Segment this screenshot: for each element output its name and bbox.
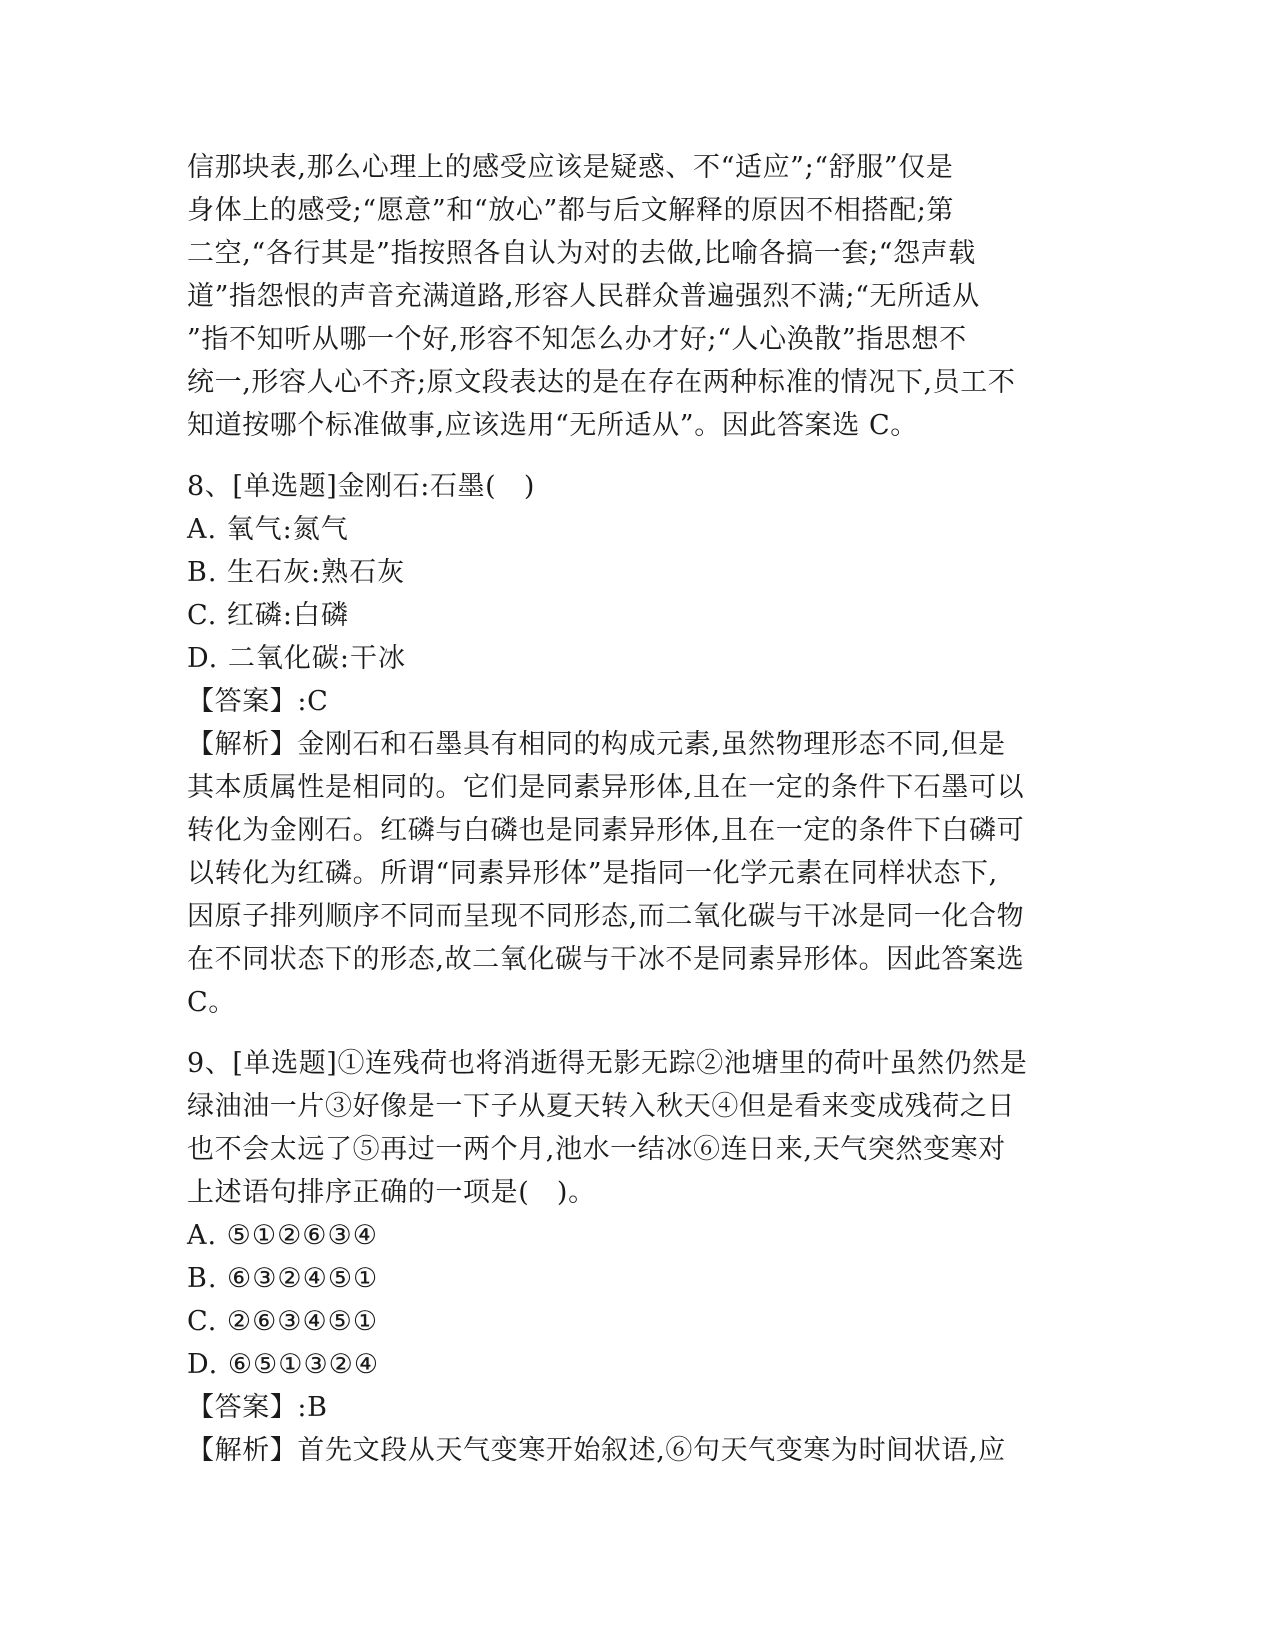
option-c: C. ②⑥③④⑤① xyxy=(187,1306,379,1337)
text-line: 统一,形容人心不齐;原文段表达的是在存在两种标准的情况下,员工不 xyxy=(187,367,1016,398)
text-line: 二空,“各行其是”指按照各自认为对的去做,比喻各搞一套;“怨声载 xyxy=(187,238,976,269)
question-9 xyxy=(187,1042,1087,1472)
explanation-line: 其本质属性是相同的。它们是同素异形体,且在一定的条件下石墨可以 xyxy=(187,772,1025,803)
document-page xyxy=(187,146,1087,1472)
text-line: 知道按哪个标准做事,应该选用“无所适从”。因此答案选 C。 xyxy=(187,410,918,441)
question-8 xyxy=(187,465,1087,1024)
question-stem: 8、[单选题]金刚石:石墨( ) xyxy=(187,471,536,502)
answer: 【答案】:B xyxy=(187,1392,328,1423)
question-stem: 9、[单选题]①连残荷也将消逝得无影无踪②池塘里的荷叶虽然仍然是 xyxy=(187,1048,1028,1079)
option-d: D. ⑥⑤①③②④ xyxy=(187,1349,380,1380)
option-b: B. ⑥③②④⑤① xyxy=(187,1263,379,1294)
option-a: A. ⑤①②⑥③④ xyxy=(187,1220,378,1251)
option-b: B. 生石灰:熟石灰 xyxy=(187,557,406,588)
question-stem: 也不会太远了⑤再过一两个月,池水一结冰⑥连日来,天气突然变寒对 xyxy=(187,1134,1006,1165)
explanation-line: 【解析】金刚石和石墨具有相同的构成元素,虽然物理形态不同,但是 xyxy=(187,729,1006,760)
explanation-line: 【解析】首先文段从天气变寒开始叙述,⑥句天气变寒为时间状语,应 xyxy=(187,1435,1006,1466)
option-d: D. 二氧化碳:干冰 xyxy=(187,643,406,674)
spacer xyxy=(187,447,1087,465)
text-line: ”指不知听从哪一个好,形容不知怎么办才好;“人心涣散”指思想不 xyxy=(187,324,967,355)
question-stem: 上述语句排序正确的一项是( )。 xyxy=(187,1177,596,1208)
explanation-line: 因原子排列顺序不同而呈现不同形态,而二氧化碳与干冰是同一化合物 xyxy=(187,901,1025,932)
answer: 【答案】:C xyxy=(187,686,329,717)
explanation-line: 以转化为红磷。所谓“同素异形体”是指同一化学元素在同样状态下, xyxy=(187,858,998,889)
explanation-line: 在不同状态下的形态,故二氧化碳与干冰不是同素异形体。因此答案选 xyxy=(187,944,1025,975)
text-line: 信那块表,那么心理上的感受应该是疑惑、不“适应”;“舒服”仅是 xyxy=(187,152,954,183)
spacer xyxy=(187,1024,1087,1042)
prev-explanation xyxy=(187,146,1087,447)
text-line: 身体上的感受;“愿意”和“放心”都与后文解释的原因不相搭配;第 xyxy=(187,195,955,226)
question-stem: 绿油油一片③好像是一下子从夏天转入秋天④但是看来变成残荷之日 xyxy=(187,1091,1015,1122)
option-a: A. 氧气:氮气 xyxy=(187,514,349,545)
explanation-line: 转化为金刚石。红磷与白磷也是同素异形体,且在一定的条件下白磷可 xyxy=(187,815,1025,846)
explanation-line: C。 xyxy=(187,987,236,1018)
text-line: 道”指怨恨的声音充满道路,形容人民群众普遍强烈不满;“无所适从 xyxy=(187,281,980,312)
option-c: C. 红磷:白磷 xyxy=(187,600,349,631)
